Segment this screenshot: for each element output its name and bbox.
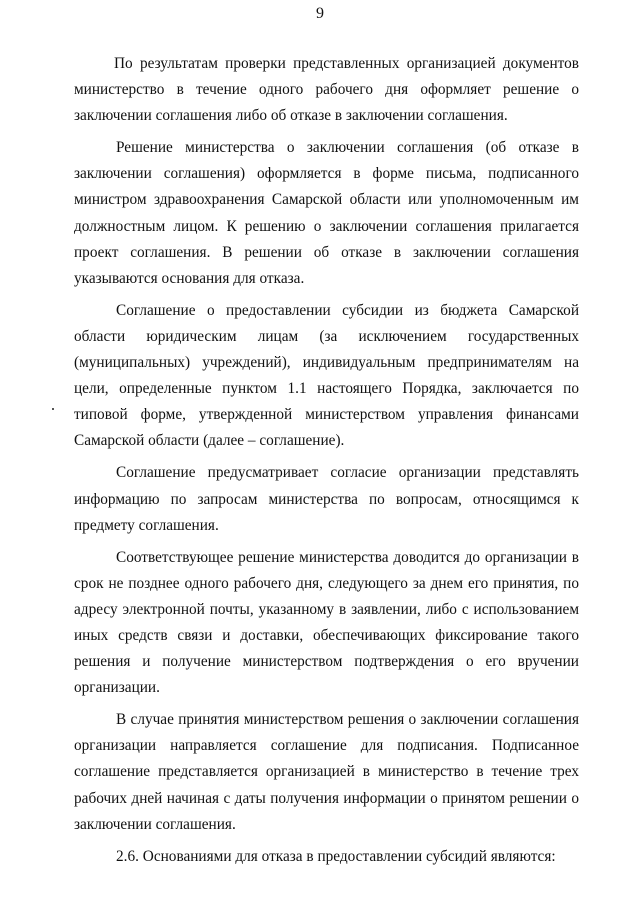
paragraph-agreement-consent: Соглашение предусматривает согласие организации представлять информацию по запросам министерства по вопросам, относящимся к предмету соглашения. — [74, 464, 579, 534]
paragraph-decision-notification: Соответствующее решение министерства доводится до организации в срок не позднее одного рабочего дня, следующего за днем его принятия, по адресу электронной почты, указанному в заявлении, либо с использованием иных средств связи и доставки, обеспечивающих фиксирование такого решения и получение министерством подтверждения о его вручении организации. — [74, 548, 579, 697]
scan-speck — [52, 408, 54, 410]
page-number: 9 — [316, 5, 324, 22]
paragraph-review-results: По результатам проверки представленных организацией документов министерство в течение одного рабочего дня оформляет решение о заключении соглашения либо об отказе в заключении соглашения. — [74, 55, 579, 125]
document-body — [74, 51, 579, 870]
paragraph-decision-form: Решение министерства о заключении соглашения (об отказе в заключении соглашения) оформляется в форме письма, подписанного министром здравоохранения Самарской области или уполномоченным им должностным лицом. К решению о заключении соглашения прилагается проект соглашения. В решении об отказе в заключении соглашения указываются основания для отказа. — [74, 139, 579, 287]
paragraph-refusal-grounds: 2.6. Основаниями для отказа в предоставлении субсидий являются: — [116, 847, 556, 865]
paragraph-agreement-signing: В случае принятия министерством решения о заключении соглашения организации направляется соглашение для подписания. Подписанное соглашение представляется организацией в министерство в течение трех рабочих дней начиная с даты получения информации о принятом решении о заключении соглашения. — [74, 711, 579, 833]
paragraph-agreement-form: Соглашение о предоставлении субсидии из бюджета Самарской области юридическим лицам (за исключением государственных (муниципальных) учреждений), индивидуальным предпринимателям на цели, определенные пунктом 1.1 настоящего Порядка, заключается по типовой форме, утвержденной министерством управления финансами Самарской области (далее – соглашение). — [74, 301, 579, 450]
